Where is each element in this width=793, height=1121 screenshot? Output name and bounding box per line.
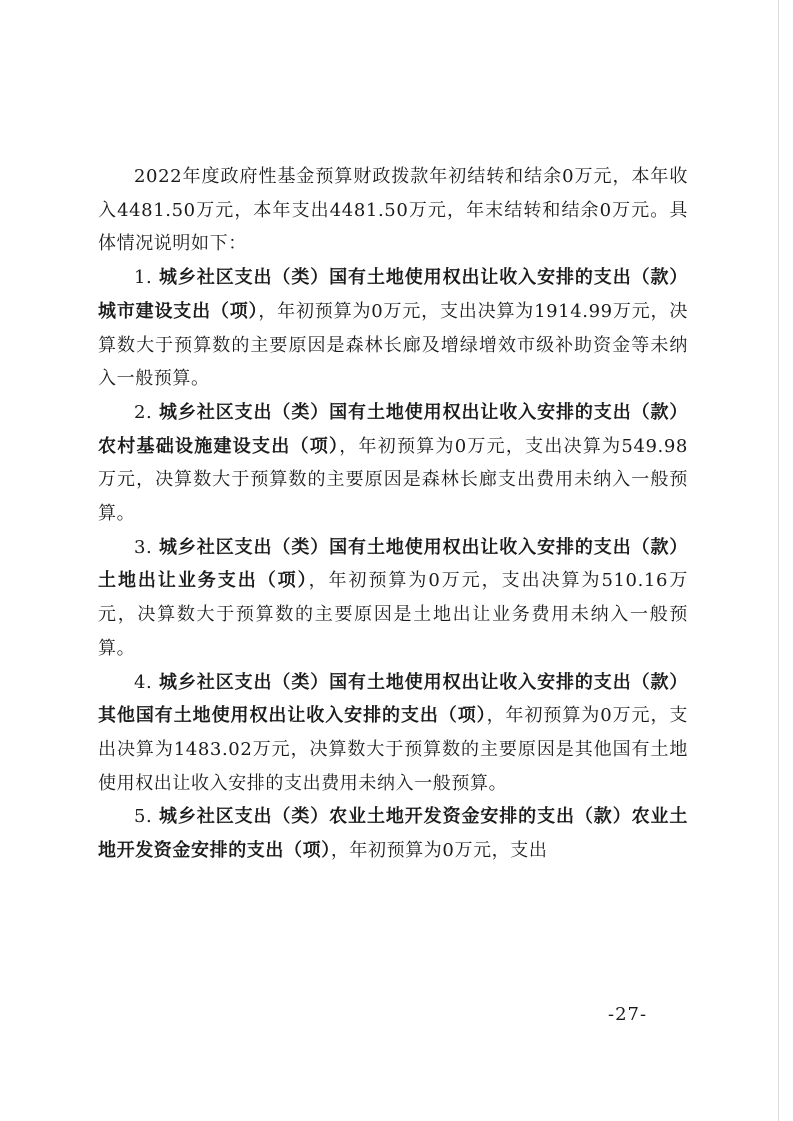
item-2-body: ，年初预算为0万元，支出决算为549.98万元，决算数大于预算数的主要原因是森林长廊支出费用未纳入一般预算。: [98, 435, 688, 525]
item-4-number: 4.: [134, 671, 153, 693]
item-5-number: 5.: [134, 806, 153, 828]
item-3-heading: 城乡社区支出（类）国有土地使用权出让收入安排的支出（款）土地出让业务支出（项）: [98, 536, 689, 592]
item-2-paragraph: [98, 396, 688, 531]
intro-paragraph: 2022年度政府性基金预算财政拨款年初结转和结余0万元，本年收入4481.50万元，本年支出4481.50万元，年末结转和结余0万元。具体情况说明如下：: [98, 166, 688, 255]
item-1-body: ，年初预算为0万元，支出决算为1914.99万元，决算数大于预算数的主要原因是森林长廊及增绿增效市级补助资金等未纳入一般预算。: [98, 300, 688, 390]
item-1-paragraph: [98, 261, 688, 396]
item-3-paragraph: [98, 531, 688, 666]
item-4-paragraph: [98, 666, 688, 801]
scan-edge-line: [778, 0, 779, 1121]
item-2-heading: 城乡社区支出（类）国有土地使用权出让收入安排的支出（款）农村基础设施建设支出（项）: [98, 401, 689, 457]
item-1-number: 1.: [134, 267, 153, 289]
item-3-number: 3.: [134, 536, 153, 558]
item-2-number: 2.: [134, 401, 153, 423]
item-5-heading: 城乡社区支出（类）农业土地开发资金安排的支出（款）农业土地开发资金安排的支出（项）: [98, 806, 689, 862]
item-5-paragraph: [98, 800, 688, 867]
item-3-body: ，年初预算为0万元，支出决算为510.16万元，决算数大于预算数的主要原因是土地出让业务费用未纳入一般预算。: [98, 570, 688, 659]
item-4-heading: 城乡社区支出（类）国有土地使用权出让收入安排的支出（款）其他国有土地使用权出让收入安排的支出（项）: [98, 671, 689, 727]
document-body: [98, 160, 688, 868]
item-1-heading: 城乡社区支出（类）国有土地使用权出让收入安排的支出（款）城市建设支出（项）: [98, 267, 689, 322]
page-number: -27-: [608, 1004, 648, 1025]
item-4-body: ，年初预算为0万元，支出决算为1483.02万元，决算数大于预算数的主要原因是其他国有土地使用权出让收入安排的支出费用未纳入一般预算。: [98, 705, 688, 794]
item-5-body: ，年初预算为0万元，支出: [330, 840, 548, 862]
